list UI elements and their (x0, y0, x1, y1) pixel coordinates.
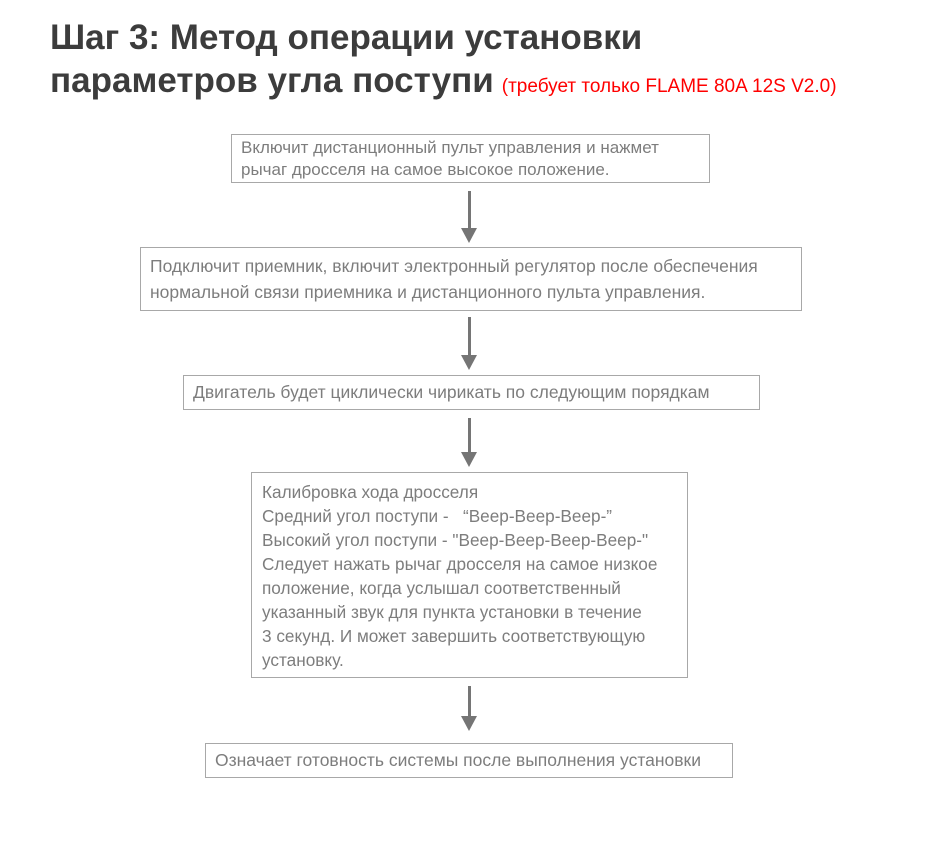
arrow-head-icon (461, 355, 477, 370)
arrow-shaft (468, 686, 471, 716)
title-line-2 (50, 59, 837, 108)
arrow-head-icon (461, 716, 477, 731)
flow-step-4-line: Калибровка хода дросселя (262, 482, 479, 502)
flow-step-1-box (231, 134, 710, 183)
arrow-shaft (468, 191, 471, 228)
flow-step-1-line: рычаг дросселя на самое высокое положение. (241, 160, 610, 179)
flow-step-4-line: Высокий угол поступи - "Beep-Beep-Beep-Beep-" (262, 530, 649, 550)
title-text-2: параметров угла поступи (50, 61, 494, 100)
flow-step-5-box (205, 743, 733, 778)
arrow-head-icon (461, 228, 477, 243)
page-title (50, 16, 837, 108)
flow-arrow-1 (461, 191, 477, 243)
flow-step-4-line: Следует нажать рычаг дросселя на самое низкое (262, 554, 658, 574)
flow-step-2-line: Подключит приемник, включит электронный регулятор после обеспечения (150, 256, 758, 276)
flow-step-5-line: Означает готовность системы после выполнения установки (215, 750, 701, 770)
flow-step-4-line: Средний угол поступи - “Beep-Beep-Beep-” (262, 506, 613, 526)
flow-step-2-box (140, 247, 802, 311)
flow-step-4-line: 3 секунд. И может завершить соответствующую (262, 626, 646, 646)
flow-step-4-box (251, 472, 688, 678)
arrow-shaft (468, 418, 471, 452)
title-text-1: Шаг 3: Метод операции установки (50, 18, 643, 57)
flow-step-3-line: Двигатель будет циклически чирикать по следующим порядкам (193, 382, 710, 402)
flow-step-4-line: положение, когда услышал соответственный (262, 578, 621, 598)
flow-step-3-box (183, 375, 760, 410)
flow-arrow-4 (461, 686, 477, 731)
flow-step-4-line: указанный звук для пункта установки в течение (262, 602, 642, 622)
flow-step-1-line: Включит дистанционный пульт управления и нажмет (241, 138, 659, 157)
flow-arrow-3 (461, 418, 477, 467)
arrow-shaft (468, 317, 471, 355)
flow-arrow-2 (461, 317, 477, 370)
flow-step-4-line: установку. (262, 650, 344, 670)
title-line-1 (50, 16, 837, 59)
title-note: (требует только FLAME 80A 12S V2.0) (501, 76, 837, 97)
flow-step-2-line: нормальной связи приемника и дистанционного пульта управления. (150, 282, 706, 302)
arrow-head-icon (461, 452, 477, 467)
